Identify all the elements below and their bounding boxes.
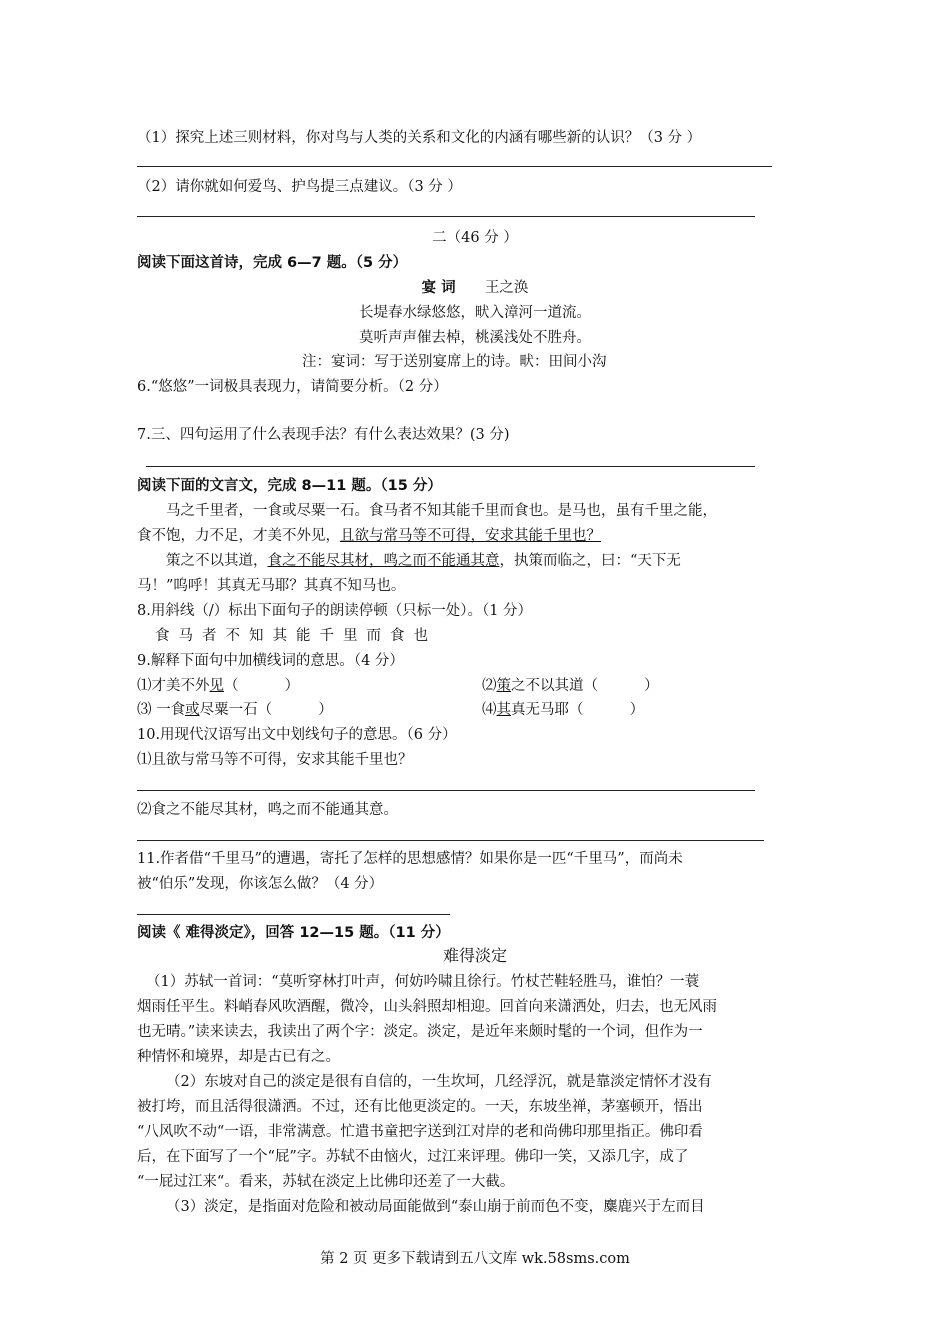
essay-p3-line1: （3）淡定，是指面对危险和被动局面能做到“泰山崩于前而色不变，麋鹿兴于左而目: [166, 1199, 705, 1215]
q10: 10.用现代汉语写出文中划线句子的意思。（6 分）: [137, 727, 457, 743]
underlined-word: 策: [496, 678, 511, 694]
q8-sentence: 食马者不知其能千里而食也: [155, 628, 437, 644]
essay-p2-line5: “一屁过江来“。看来，苏轼在淡定上比佛印还差了一大截。: [137, 1174, 515, 1190]
poem-line-2: 莫听声声催去棹，桃溪浅处不胜舟。: [359, 330, 591, 346]
essay-p2-line4: 后，在下面写了一个“屁”字。苏轼不由恼火，过江来评理。佛印一笑，又添几字，成了: [137, 1149, 689, 1165]
essay-p1-line1: （1）苏轼一首词：“莫听穿林打叶声，何妨吟啸且徐行。竹杖芒鞋轻胜马，谁怕？一蓑: [146, 974, 700, 990]
underlined-word: 其: [496, 702, 511, 718]
poem-author: 王之涣: [484, 280, 529, 296]
essay-p2-line2: 被打垮，而且活得很潇洒。不过，还有比他更淡定的。一天，东坡坐禅，茅塞顿开，悟出: [137, 1099, 703, 1115]
poem-heading: [0, 278, 950, 298]
underlined-word: 或: [185, 702, 200, 718]
text-span: ⑴才美不外: [137, 678, 210, 694]
q6: 6.“悠悠”一词极具表现力，请简要分析。（2 分）: [137, 379, 448, 395]
underlined-sentence-1: 且欲与常马等不可得，安求其能千里也？: [340, 528, 601, 544]
essay-p2-line3: “八风吹不动“一语，非常满意。忙遣书童把字送到江对岸的老和尚佛印那里指正。佛印看: [137, 1124, 703, 1140]
answer-blank: 尽粟一石（ ）: [199, 702, 333, 718]
answer-line: [137, 790, 755, 791]
text-span: 策之不以其道，: [166, 553, 268, 569]
essay-p1-line3: 也无晴。”读来读去，我读出了两个字：淡定。淡定，是近年来颇时髦的一个词，但作为一: [137, 1024, 703, 1040]
text-span: ⑵: [482, 678, 497, 694]
q5-part2: （2）请你就如何爱鸟、护鸟提三点建议。（3 分 ）: [137, 179, 462, 195]
essay-title: 难得淡定: [442, 946, 507, 965]
q9: 9.解释下面句中加横线词的意思。（4 分）: [137, 653, 404, 669]
essay-p2-line1: （2）东坡对自己的淡定是很有自信的，一生坎坷，几经浮沉，就是靠淡定情怀才没有: [166, 1074, 712, 1090]
section2-title: 二（46 分 ）: [432, 230, 518, 246]
q10-part2: ⑵食之不能尽其材，鸣之而不能通其意。: [137, 802, 398, 818]
essay-p1-line2: 烟雨任平生。料峭春风吹酒醒，微冷，山头斜照却相迎。回首向来潇洒处，归去，也无风雨: [137, 999, 717, 1015]
answer-line: [137, 216, 755, 217]
essay-instruction: 阅读《 难得淡定》，回答 12—15 题。（11 分）: [137, 925, 450, 941]
q9-item-1: [137, 676, 299, 696]
text-span: ⑶ 一食: [137, 702, 186, 718]
q7: 7.三、四句运用了什么表现手法？有什么表达效果？(3 分): [137, 427, 510, 443]
q9-item-2: [482, 676, 659, 696]
underlined-word: 见: [209, 678, 224, 694]
q11-line1: 11.作者借“千里马”的遭遇，寄托了怎样的思想感情？如果你是一匹“千里马”，而尚未: [137, 851, 683, 867]
essay-p1-line4: 种情怀和境界，却是古已有之。: [137, 1049, 340, 1065]
text-span: 食不饱，力不足，才美不外见，: [137, 528, 340, 544]
q11-line2: 被“伯乐”发现，你该怎么做？（4 分）: [137, 876, 384, 892]
classical-p2-line1: [166, 551, 681, 571]
q5-part1: （1）探究上述三则材料，你对鸟与人类的关系和文化的内涵有哪些新的认识？（3 分 ）: [137, 130, 702, 146]
answer-line: [137, 840, 764, 841]
poem-instruction: 阅读下面这首诗，完成 6—7 题。（5 分）: [137, 255, 408, 271]
answer-blank: 真无马耶（ ）: [511, 702, 645, 718]
underlined-sentence-2: 食之不能尽其材，鸣之而不能通其意: [267, 553, 500, 569]
q10-part1: ⑴且欲与常马等不可得，安求其能千里也？: [137, 752, 413, 768]
classical-p1-line2: [137, 526, 601, 546]
q8: 8.用斜线（/）标出下面句子的朗读停顿（只标一处）。（1 分）: [137, 603, 533, 619]
classical-p2-line2: 马！”呜呼！其真无马耶？其真不知马也。: [137, 578, 406, 594]
answer-blank: （ ）: [224, 678, 300, 694]
classical-p1-line1: 马之千里者，一食或尽粟一石。食马者不知其能千里而食也。是马也，虽有千里之能，: [166, 503, 717, 519]
answer-blank: 之不以其道（ ）: [511, 678, 659, 694]
q9-item-4: [482, 700, 644, 720]
text-span: ⑷: [482, 702, 497, 718]
poem-note: 注：宴词：写于送别宴席上的诗。畎：田间小沟: [302, 354, 607, 370]
answer-line: [137, 166, 772, 167]
poem-title: 宴 词: [421, 280, 456, 296]
page-footer: 第 2 页 更多下载请到五八文库 wk.58sms.com: [320, 1251, 630, 1267]
q9-item-3: [137, 700, 333, 720]
answer-line: [137, 914, 450, 915]
answer-line: [146, 466, 755, 467]
poem-line-1: 长堤春水绿悠悠，畎入漳河一道流。: [359, 305, 591, 321]
classical-instruction: 阅读下面的文言文，完成 8—11 题。（15 分）: [137, 478, 442, 494]
text-span: ，执策而临之，曰：“天下无: [499, 553, 681, 569]
